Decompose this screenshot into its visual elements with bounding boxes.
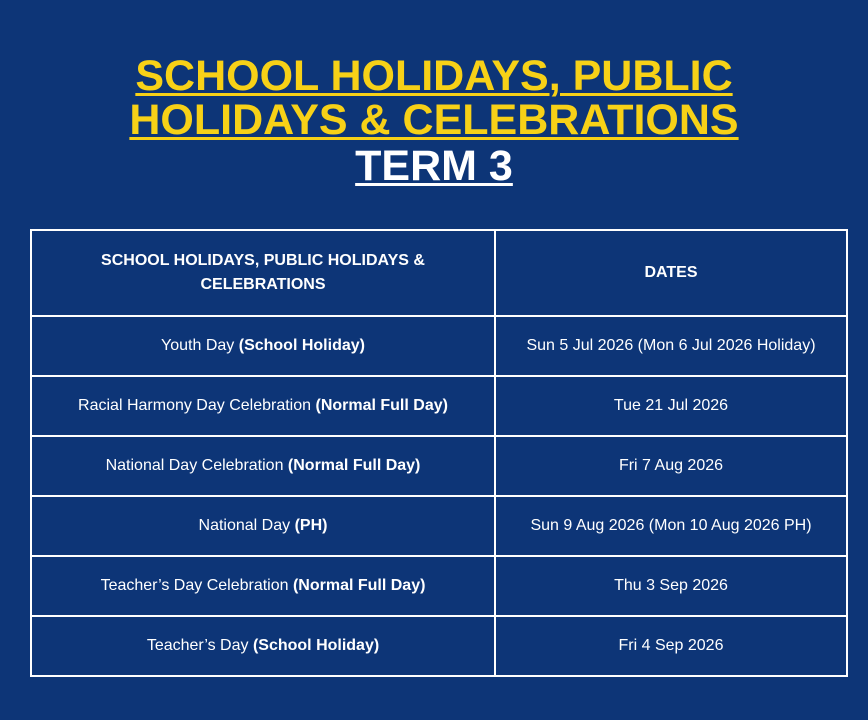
table-row	[31, 436, 847, 496]
title-line-1: SCHOOL HOLIDAYS, PUBLIC	[135, 52, 733, 100]
event-name: Teacher’s Day	[146, 637, 249, 654]
event-cell	[31, 496, 495, 556]
table-row	[31, 316, 847, 376]
event-name: Racial Harmony Day Celebration	[78, 397, 312, 414]
date-cell: Fri 7 Aug 2026	[495, 436, 847, 496]
date-cell: Sun 5 Jul 2026 (Mon 6 Jul 2026 Holiday)	[495, 316, 847, 376]
column-header-event: SCHOOL HOLIDAYS, PUBLIC HOLIDAYS & CELEBRATIONS	[31, 230, 495, 316]
event-cell	[31, 556, 495, 616]
title-line-2: HOLIDAYS & CELEBRATIONS	[129, 96, 739, 144]
date-cell: Sun 9 Aug 2026 (Mon 10 Aug 2026 PH)	[495, 496, 847, 556]
table-row	[31, 556, 847, 616]
event-cell	[31, 616, 495, 676]
event-note: (PH)	[294, 517, 328, 534]
event-name: National Day	[198, 517, 291, 534]
holiday-table	[30, 229, 848, 677]
term-subtitle: TERM 3	[355, 142, 513, 190]
column-header-dates: DATES	[495, 230, 847, 316]
event-name: National Day Celebration	[105, 457, 284, 474]
event-note: (Normal Full Day)	[292, 577, 426, 594]
event-cell	[31, 376, 495, 436]
event-name: Teacher’s Day Celebration	[100, 577, 289, 594]
event-cell	[31, 436, 495, 496]
event-cell	[31, 316, 495, 376]
date-cell: Thu 3 Sep 2026	[495, 556, 847, 616]
header	[0, 54, 868, 188]
table-row	[31, 616, 847, 676]
table-row	[31, 496, 847, 556]
date-cell: Tue 21 Jul 2026	[495, 376, 847, 436]
event-note: (School Holiday)	[238, 337, 365, 354]
event-note: (Normal Full Day)	[315, 397, 448, 414]
event-note: (School Holiday)	[252, 637, 380, 654]
date-cell: Fri 4 Sep 2026	[495, 616, 847, 676]
table-header-row	[31, 230, 847, 316]
event-note: (Normal Full Day)	[287, 457, 421, 474]
event-name: Youth Day	[161, 337, 235, 354]
table-row	[31, 376, 847, 436]
holiday-table-wrapper	[30, 229, 846, 683]
